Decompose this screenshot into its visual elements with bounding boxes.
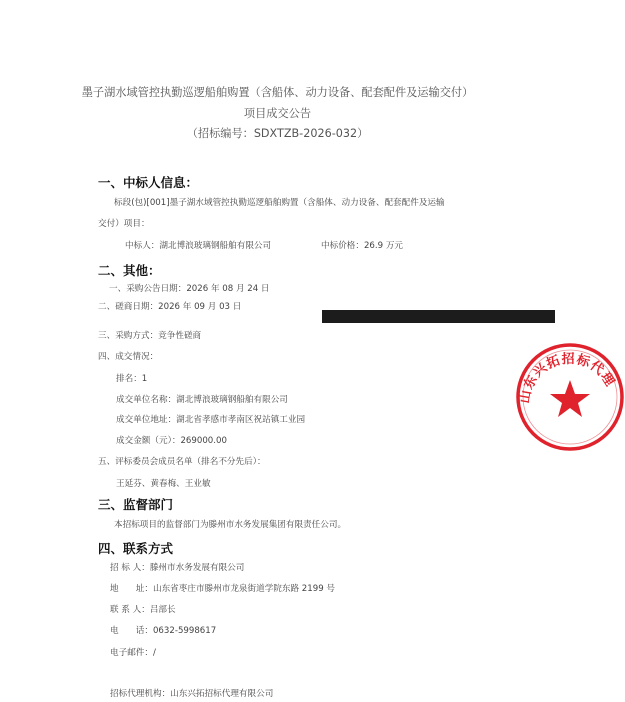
email: 电子邮件：/ [110,648,156,658]
winner: 中标人：湖北博浪玻璃钢船舶有限公司 [125,241,272,251]
committee-members: 王延芬、黄春梅、王业敏 [116,479,211,489]
section3-heading: 三、监督部门 [98,497,174,512]
supervision-text: 本招标项目的监督部门为滕州市水务发展集团有限责任公司。 [114,520,347,530]
company-seal [515,342,625,452]
bid-line1: 标段(包)[001]墨子湖水域管控执勤巡逻船舶购置（含船体、动力设备、配套配件及运输 [114,198,445,208]
section4-heading: 四、联系方式 [98,541,174,556]
doc-title-line3: （招标编号：SDXTZB-2026-032） [186,127,369,140]
scan-gap [0,310,555,323]
item2: 二、磋商日期：2026 年 09 月 03 日 [98,302,242,312]
item3: 三、采购方式：竞争性磋商 [98,331,202,341]
tenderer: 招 标 人：滕州市水务发展有限公司 [110,563,245,573]
item4: 四、成交情况： [98,352,159,362]
phone: 电 话：0632-5998617 [110,626,217,636]
rank: 排名：1 [116,374,148,384]
amount: 成交金额（元）：269000.00 [116,436,227,446]
doc-title-line1: 墨子湖水域管控执勤巡逻船舶购置（含船体、动力设备、配套配件及运输交付） [81,86,474,99]
address: 地 址：山东省枣庄市滕州市龙泉街道学院东路 2199 号 [110,584,335,594]
contact-person: 联 系 人：吕部长 [110,605,176,615]
item1: 一、采购公告日期：2026 年 08 月 24 日 [109,284,270,294]
section2-heading: 二、其他： [98,263,161,278]
item5: 五、评标委员会成员名单（排名不分先后）： [98,457,266,467]
svg-text:山东兴拓招标代理: 山东兴拓招标代理 [517,351,618,405]
unit-address: 成交单位地址：湖北省孝感市孝南区祝站镇工业园 [116,415,306,425]
section1-heading: 一、中标人信息： [98,175,199,190]
unit-name: 成交单位名称：湖北博浪玻璃钢船舶有限公司 [116,395,288,405]
price: 中标价格：26.9 万元 [321,241,404,251]
doc-title-line2: 项目成交公告 [243,107,312,120]
agency: 招标代理机构：山东兴拓招标代理有限公司 [110,689,274,699]
bid-line2: 交付）项目： [98,219,150,229]
